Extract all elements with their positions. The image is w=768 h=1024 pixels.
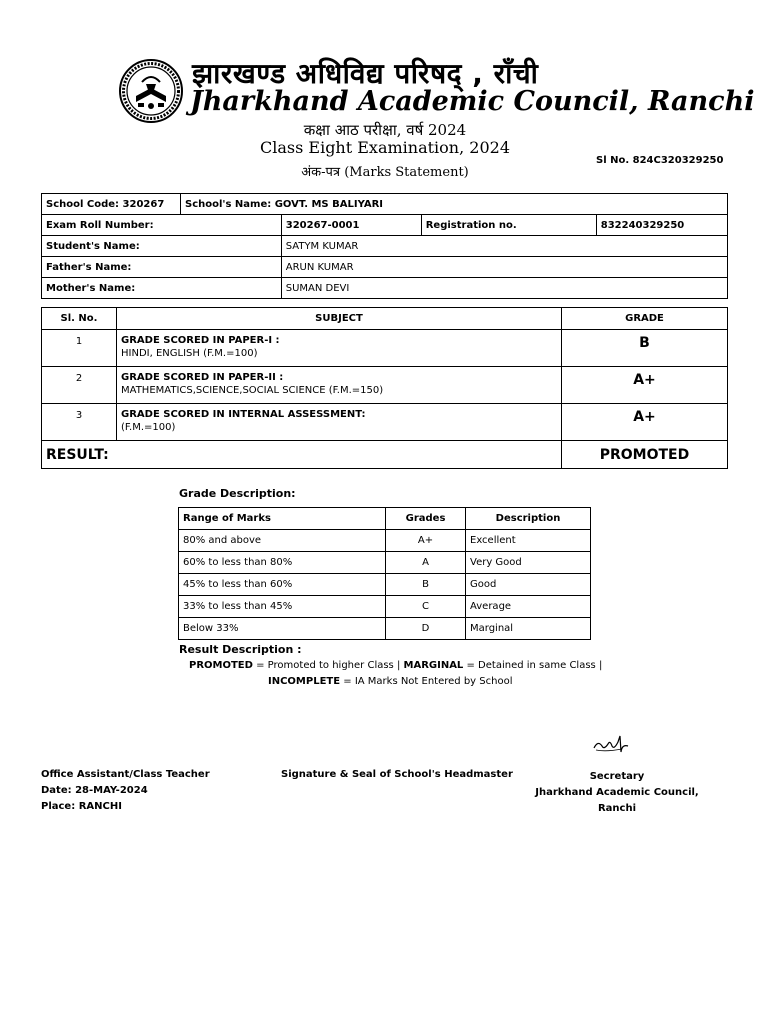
council-seal-logo [118,58,184,124]
student-name-label: Student's Name: [42,236,282,257]
student-info-table [41,193,728,299]
grade-range: 80% and above [179,530,386,552]
exam-title-english: Class Eight Examination, 2024 [259,138,510,157]
info-row [42,236,728,257]
grade-desc: Good [466,574,591,596]
table-row [179,574,591,596]
secretary-signature [592,732,632,756]
school-name: School's Name: GOVT. MS BALIYARI [181,194,728,215]
row-sl: 1 [42,330,117,367]
grade-description-title: Grade Description: [179,487,296,500]
subject-header-row [42,308,728,330]
row-subject-title: GRADE SCORED IN PAPER-II : [121,372,284,383]
issue-place: Place: RANCHI [41,801,122,812]
grade-letter: C [386,596,466,618]
col-header-grade: GRADE [562,308,728,330]
grade-letter: A [386,552,466,574]
grade-letter: B [386,574,466,596]
row-sl: 3 [42,404,117,441]
roll-value: 320267-0001 [281,215,421,236]
exam-title-hindi: कक्षा आठ परीक्षा, वर्ष 2024 [303,121,467,139]
roll-label: Exam Roll Number: [42,215,282,236]
grade-desc: Marginal [466,618,591,640]
secretary-council: Jharkhand Academic Council, [535,787,699,798]
table-row [179,618,591,640]
issue-date: Date: 28-MAY-2024 [41,785,148,796]
row-subject [117,330,562,367]
row-subject-detail: (F.M.=100) [121,422,176,433]
col-header-sl: Sl. No. [42,308,117,330]
grade-letter: A+ [386,530,466,552]
result-description-line-1 [189,660,602,671]
col-header-subject: SUBJECT [117,308,562,330]
grade-range: 60% to less than 80% [179,552,386,574]
incomplete-key: INCOMPLETE [268,676,341,687]
info-row [42,215,728,236]
grade-range: 33% to less than 45% [179,596,386,618]
registration-label: Registration no. [421,215,596,236]
grade-desc: Average [466,596,591,618]
marks-statement-label: अंक-पत्र (Marks Statement) [301,165,469,180]
council-title-english: Jharkhand Academic Council, Ranchi [190,86,755,117]
mother-name-label: Mother's Name: [42,278,282,299]
row-sl: 2 [42,367,117,404]
row-grade: B [562,330,728,367]
secretary-title: Secretary [589,771,645,782]
grade-desc: Very Good [466,552,591,574]
headmaster-signature-label: Signature & Seal of School's Headmaster [281,769,513,780]
father-name-label: Father's Name: [42,257,282,278]
promoted-text: = Promoted to higher Class | [252,660,404,671]
result-value: PROMOTED [562,441,728,469]
table-row [179,596,591,618]
grade-description-table [178,507,591,640]
col-header-range: Range of Marks [179,508,386,530]
serial-number: Sl No. 824C320329250 [596,155,724,166]
table-row [42,367,728,404]
secretary-city: Ranchi [597,803,637,814]
row-subject [117,367,562,404]
table-row [42,404,728,441]
subject-grade-table [41,307,728,469]
father-name-value: ARUN KUMAR [281,257,727,278]
table-row [42,330,728,367]
grade-range: Below 33% [179,618,386,640]
secretary-block [520,769,714,817]
promoted-key: PROMOTED [189,660,253,671]
table-row [179,552,591,574]
incomplete-text: = IA Marks Not Entered by School [340,676,513,687]
marginal-key: MARGINAL [403,660,464,671]
table-row [179,530,591,552]
row-subject-title: GRADE SCORED IN PAPER-I : [121,335,280,346]
result-description-line-2 [268,676,512,687]
row-subject-title: GRADE SCORED IN INTERNAL ASSESSMENT: [121,409,366,420]
result-description-title: Result Description : [179,643,302,656]
grade-range: 45% to less than 60% [179,574,386,596]
result-label: RESULT: [42,441,562,469]
row-subject-detail: MATHEMATICS,SCIENCE,SOCIAL SCIENCE (F.M.=150) [121,385,384,396]
school-code: School Code: 320267 [42,194,181,215]
registration-value: 832240329250 [596,215,727,236]
info-row [42,278,728,299]
mother-name-value: SUMAN DEVI [281,278,727,299]
grade-desc: Excellent [466,530,591,552]
student-name-value: SATYM KUMAR [281,236,727,257]
row-subject-detail: HINDI, ENGLISH (F.M.=100) [121,348,258,359]
office-assistant-label: Office Assistant/Class Teacher [41,769,210,780]
col-header-grades: Grades [386,508,466,530]
row-subject [117,404,562,441]
row-grade: A+ [562,367,728,404]
result-row [42,441,728,469]
col-header-description: Description [466,508,591,530]
info-row [42,194,728,215]
council-title-hindi: झारखण्ड अधिविद्य परिषद् , राँची [192,57,539,90]
grade-letter: D [386,618,466,640]
row-grade: A+ [562,404,728,441]
grade-header-row [179,508,591,530]
info-row [42,257,728,278]
marginal-text: = Detained in same Class | [463,660,603,671]
